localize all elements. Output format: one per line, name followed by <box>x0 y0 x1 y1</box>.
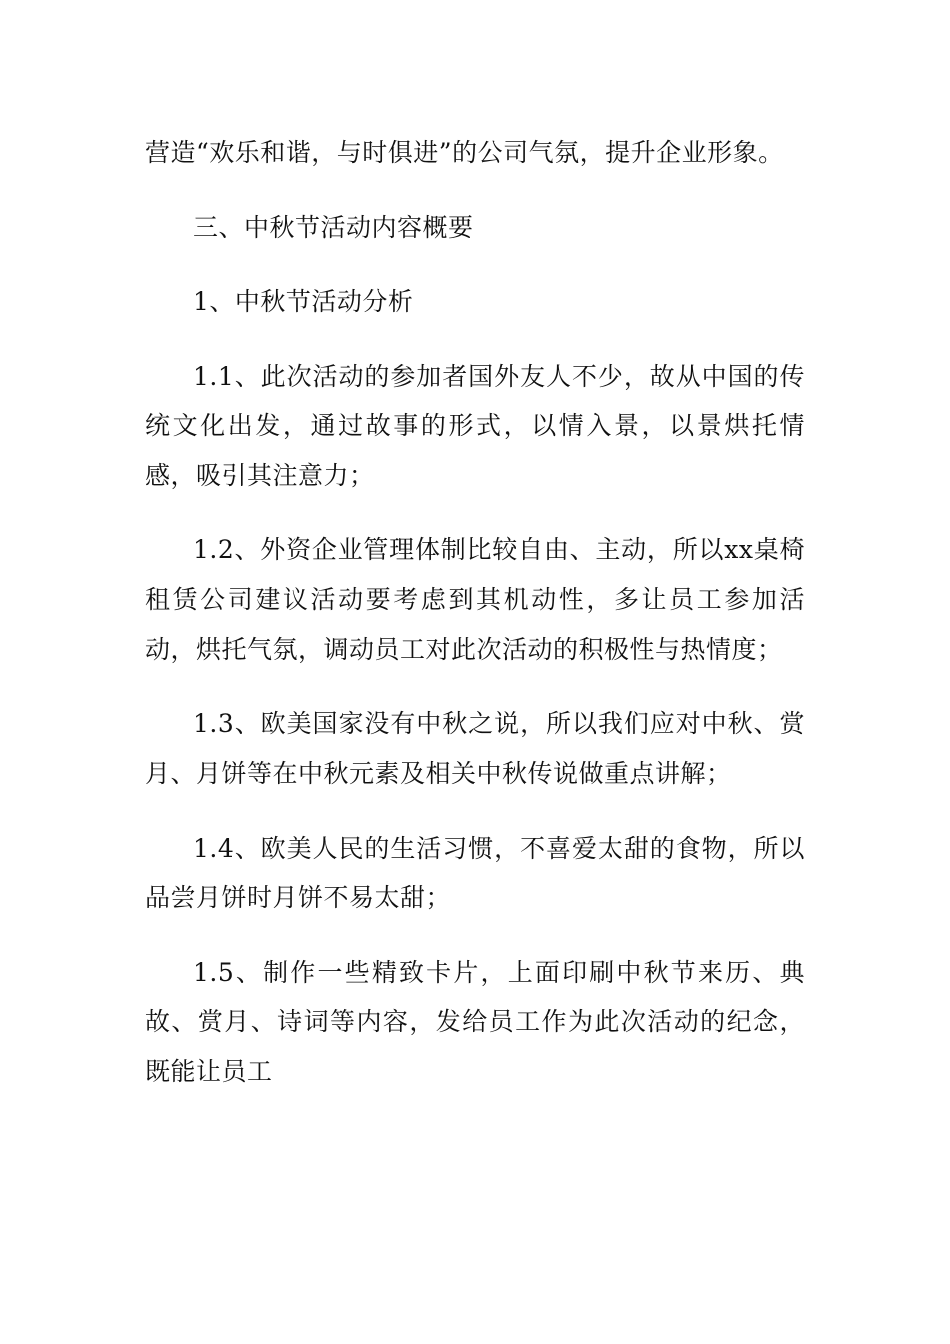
paragraph-intro-continuation: 营造“欢乐和谐，与时俱进”的公司气氛，提升企业形象。 <box>145 138 784 167</box>
paragraph-item-1-1: 1.1、此次活动的参加者国外友人不少，故从中国的传统文化出发，通过故事的形式，以情入景，以景烘托情感，吸引其注意力； <box>145 361 805 490</box>
paragraph-item-1-2: 1.2、外资企业管理体制比较自由、主动，所以xx桌椅租赁公司建议活动要考虑到其机动性，多让员工参加活动，烘托气氛，调动员工对此次活动的积极性与热情度； <box>145 535 805 664</box>
paragraph-item-1-3: 1.3、欧美国家没有中秋之说，所以我们应对中秋、赏月、月饼等在中秋元素及相关中秋传说做重点讲解； <box>145 709 805 789</box>
section-heading-activity-overview: 三、中秋节活动内容概要 <box>193 212 474 242</box>
subsection-heading-activity-analysis: 1、中秋节活动分析 <box>193 287 414 316</box>
paragraph-item-1-4: 1.4、欧美人民的生活习惯，不喜爱太甜的食物，所以品尝月饼时月饼不易太甜； <box>145 833 805 913</box>
paragraph-item-1-5: 1.5、制作一些精致卡片，上面印刷中秋节来历、典故、赏月、诗词等内容，发给员工作为此次活动的纪念，既能让员工 <box>145 957 805 1087</box>
document-body <box>145 128 805 1122</box>
